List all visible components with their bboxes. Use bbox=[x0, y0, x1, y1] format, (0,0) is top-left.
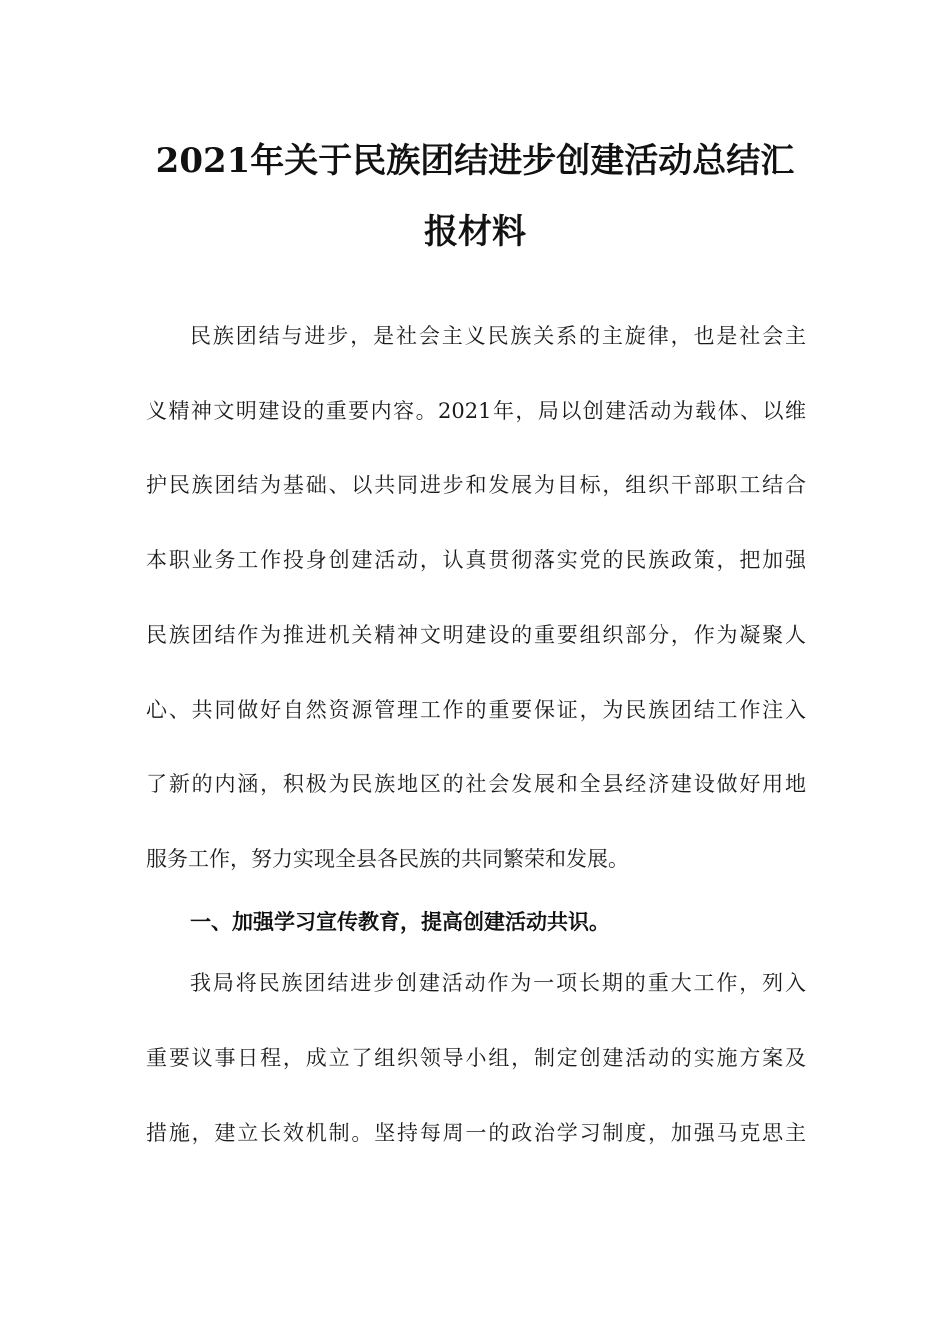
paragraph-line: 民族团结作为推进机关精神文明建设的重要组织部分，作为凝聚人 bbox=[146, 623, 806, 647]
paragraph-line: 我局将民族团结进步创建活动作为一项长期的重大工作，列入 bbox=[190, 971, 806, 995]
paragraph-line: 了新的内涵，积极为民族地区的社会发展和全县经济建设做好用地 bbox=[146, 772, 806, 796]
paragraph-line: 护民族团结为基础、以共同进步和发展为目标，组织干部职工结合 bbox=[146, 473, 806, 497]
document-title-line-2: 报材料 bbox=[424, 212, 526, 252]
paragraph-line: 服务工作，努力实现全县各民族的共同繁荣和发展。 bbox=[146, 847, 629, 871]
paragraph-line: 民族团结与进步，是社会主义民族关系的主旋律，也是社会主 bbox=[190, 324, 806, 348]
paragraph-line: 本职业务工作投身创建活动，认真贯彻落实党的民族政策，把加强 bbox=[146, 548, 806, 572]
paragraph-line: 重要议事日程，成立了组织领导小组，制定创建活动的实施方案及 bbox=[146, 1046, 806, 1070]
paragraph-line: 心、共同做好自然资源管理工作的重要保证，为民族团结工作注入 bbox=[146, 698, 806, 722]
section-heading: 一、加强学习宣传教育，提高创建活动共识。 bbox=[190, 910, 610, 934]
document-title-line-1: 2021年关于民族团结进步创建活动总结汇 bbox=[155, 141, 795, 181]
paragraph-line: 义精神文明建设的重要内容。2021年，局以创建活动为载体、以维 bbox=[146, 399, 806, 423]
paragraph-line: 措施，建立长效机制。坚持每周一的政治学习制度，加强马克思主 bbox=[146, 1121, 806, 1145]
